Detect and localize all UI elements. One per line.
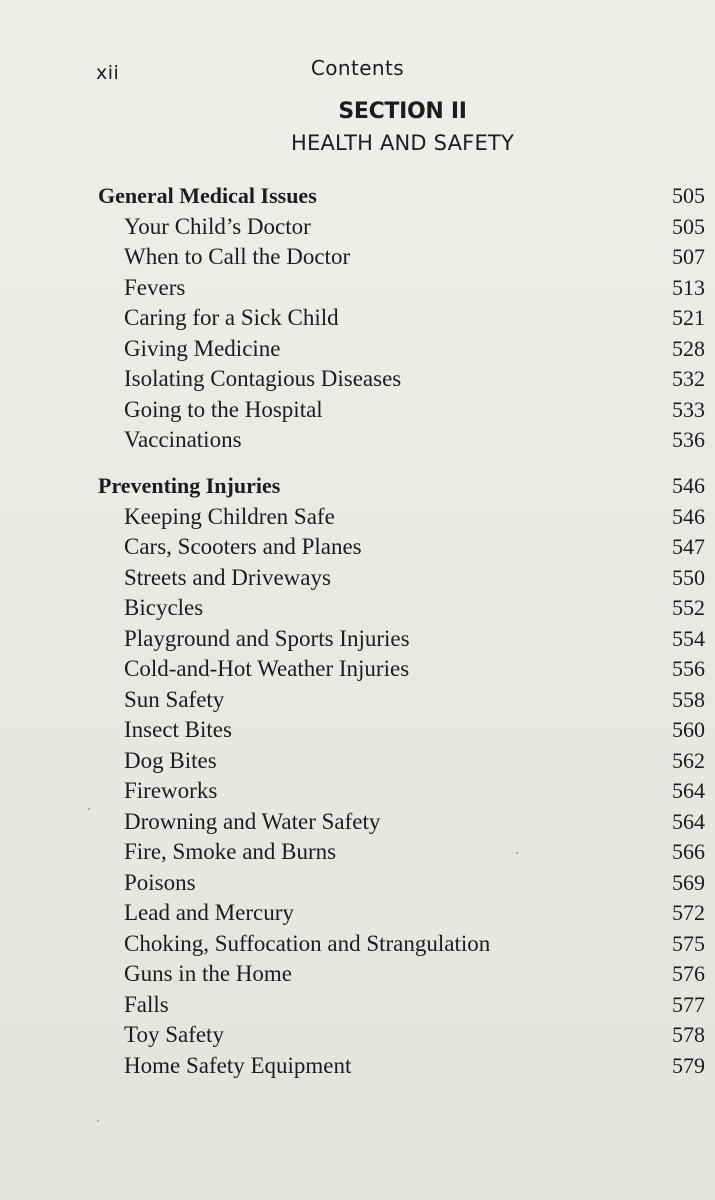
toc-page-number: 550 — [672, 564, 705, 590]
toc-entry — [98, 395, 705, 426]
running-title: Contents — [310, 56, 405, 80]
paper-speck — [97, 1120, 99, 1122]
toc-page-number: 505 — [672, 183, 705, 208]
paper-speck — [516, 852, 518, 854]
toc-page-number: 533 — [672, 396, 705, 422]
toc-page-number: 552 — [672, 595, 705, 620]
toc-entry — [98, 807, 705, 838]
section-label: SECTION II — [338, 99, 467, 124]
toc-group-preventing-injuries — [98, 471, 705, 1081]
toc-entry — [98, 776, 705, 807]
section-title: HEALTH AND SAFETY — [291, 131, 514, 155]
toc-page-number: 547 — [672, 534, 705, 559]
toc-page-number: 521 — [672, 305, 705, 330]
toc-page-number: 560 — [672, 717, 705, 742]
toc-entry — [98, 746, 705, 777]
toc-page-number: 554 — [672, 625, 705, 651]
toc-page-number: 579 — [672, 1052, 705, 1078]
toc-entry — [98, 593, 705, 624]
toc-page-number: 566 — [672, 839, 705, 864]
toc-entry — [98, 685, 705, 716]
toc-entry-label: Lead and Mercury — [124, 900, 294, 925]
toc-entry — [98, 1020, 705, 1051]
toc-entry — [98, 715, 705, 746]
toc-heading-label: Preventing Injuries — [98, 473, 281, 498]
toc-page-number: 575 — [672, 930, 705, 956]
toc-entry-label: Choking, Suffocation and Strangulation — [124, 930, 491, 956]
toc-entry — [98, 334, 705, 365]
toc-entry-label: Drowning and Water Safety — [124, 808, 381, 834]
toc-heading — [98, 471, 705, 502]
toc-heading-label: General Medical Issues — [98, 183, 317, 208]
toc-page-number: 577 — [672, 991, 705, 1017]
toc-page-number: 532 — [672, 366, 705, 391]
toc-entry — [98, 898, 705, 929]
toc-entry-label: Playground and Sports Injuries — [124, 625, 410, 651]
toc-entry — [98, 303, 705, 334]
toc-entry — [98, 273, 705, 304]
running-head — [0, 56, 715, 86]
toc-entry — [98, 563, 705, 594]
toc-entry-label: Toy Safety — [124, 1022, 224, 1047]
toc-entry — [98, 502, 705, 533]
toc-entry — [98, 929, 705, 960]
toc-page-number: 546 — [672, 473, 705, 498]
toc-entry-label: Isolating Contagious Diseases — [124, 366, 402, 391]
toc-entry-label: Fire, Smoke and Burns — [124, 839, 337, 864]
toc-entry — [98, 959, 705, 990]
toc-entry — [98, 532, 705, 563]
toc-page-number: 556 — [672, 656, 705, 681]
toc-heading — [98, 181, 705, 212]
toc-page-number: 546 — [672, 503, 705, 529]
toc-entry-label: Streets and Driveways — [124, 564, 331, 590]
toc-entry — [98, 837, 705, 868]
toc-page-number: 572 — [672, 900, 705, 925]
toc-entry-label: Falls — [124, 991, 169, 1017]
toc-entry — [98, 425, 705, 456]
toc-entry — [98, 868, 705, 899]
toc-entry-label: Caring for a Sick Child — [124, 305, 339, 330]
toc-entry — [98, 364, 705, 395]
toc-entry-label: Cold-and-Hot Weather Injuries — [124, 656, 410, 681]
toc-page-number: 562 — [672, 747, 705, 773]
toc-page-number: 578 — [672, 1022, 705, 1047]
toc-page-number: 558 — [672, 686, 705, 712]
toc-entry-label: Fireworks — [124, 778, 218, 803]
toc-entry — [98, 654, 705, 685]
toc-group-general-medical-issues — [98, 181, 705, 456]
toc-entry — [98, 242, 705, 273]
toc-entry-label: Dog Bites — [124, 747, 217, 773]
toc-entry-label: Fevers — [124, 274, 186, 300]
toc-entry — [98, 624, 705, 655]
toc-entry-label: Cars, Scooters and Planes — [124, 534, 362, 559]
toc-entry-label: Guns in the Home — [124, 961, 293, 986]
toc-entry — [98, 212, 705, 243]
toc-entry-label: Your Child’s Doctor — [124, 213, 311, 239]
toc-entry-label: Poisons — [124, 869, 196, 895]
toc-page-number: 576 — [672, 961, 705, 986]
toc-entry — [98, 1051, 705, 1082]
toc-entry-label: Sun Safety — [124, 686, 225, 712]
toc-page-number: 528 — [672, 335, 705, 361]
toc-entry-label: Vaccinations — [124, 427, 242, 452]
toc-page-number: 507 — [672, 244, 705, 269]
toc-page-number: 536 — [672, 427, 705, 452]
toc-page-number: 505 — [672, 213, 705, 239]
toc-entry-label: Insect Bites — [124, 717, 232, 742]
toc-page-number: 569 — [672, 869, 705, 895]
toc-page-number: 564 — [672, 778, 705, 803]
toc-entry — [98, 990, 705, 1021]
page-folio: xii — [96, 62, 120, 84]
toc-page-number: 513 — [672, 274, 705, 300]
toc-entry-label: Keeping Children Safe — [124, 503, 335, 529]
paper-speck — [88, 808, 90, 810]
toc-entry-label: When to Call the Doctor — [124, 244, 351, 269]
toc-page-number: 564 — [672, 808, 705, 834]
toc-entry-label: Home Safety Equipment — [124, 1052, 352, 1078]
toc-entry-label: Giving Medicine — [124, 335, 281, 361]
toc-entry-label: Going to the Hospital — [124, 396, 323, 422]
toc-entry-label: Bicycles — [124, 595, 204, 620]
